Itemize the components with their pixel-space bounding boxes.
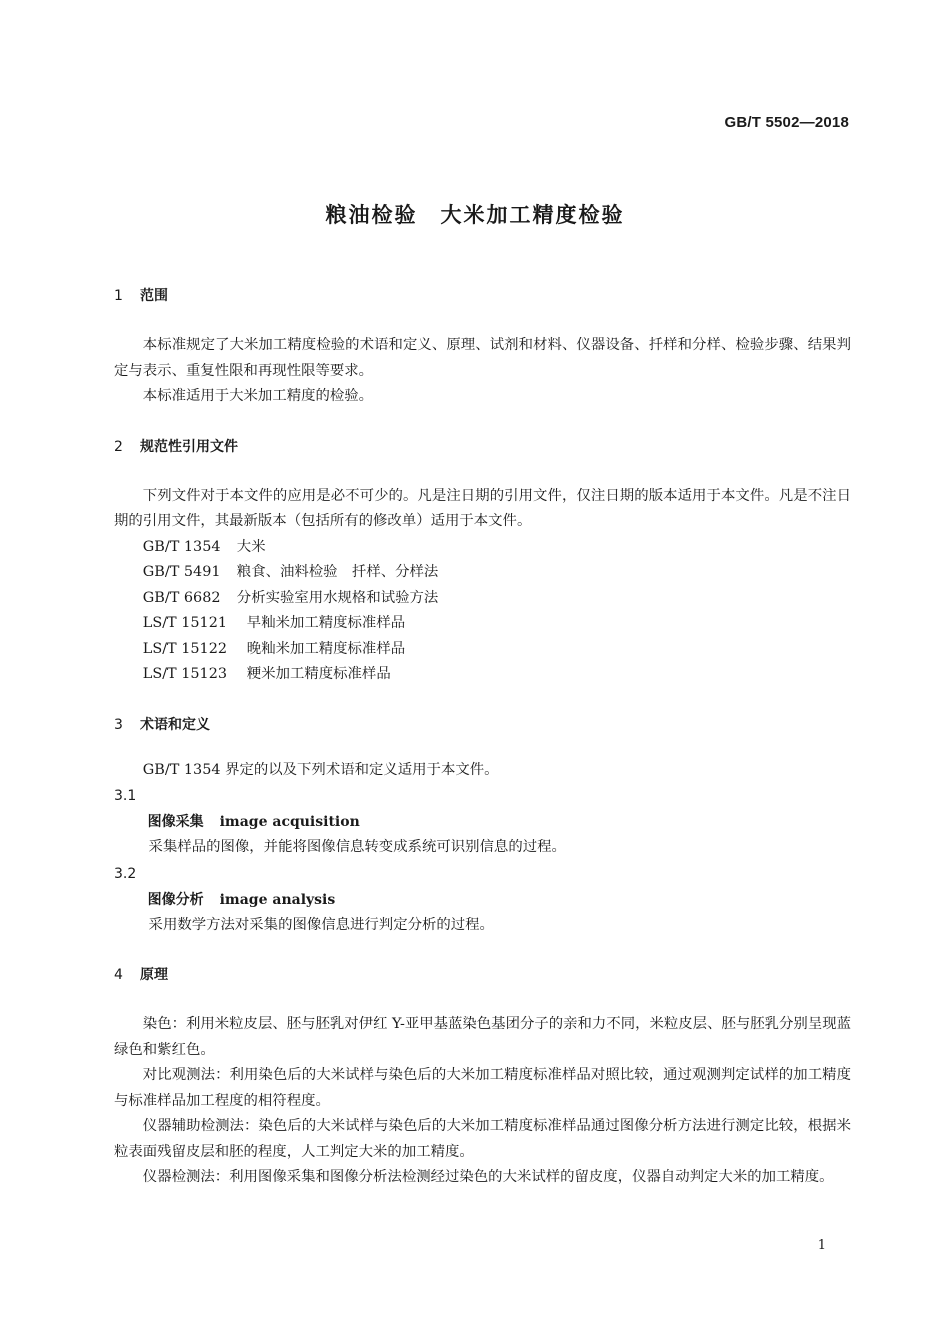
section-heading xyxy=(114,285,851,307)
reference-code: GB/T 5491 xyxy=(142,564,221,580)
term-english: image analysis xyxy=(219,891,336,908)
section-number: 3 xyxy=(114,716,123,733)
clause-number: 3.1 xyxy=(114,788,137,804)
term-definition: 采用数学方法对采集的图像信息进行判定分析的过程。 xyxy=(148,916,494,933)
term-entry xyxy=(114,887,851,913)
reference-item xyxy=(114,611,851,637)
section-body xyxy=(114,1012,851,1191)
section-body xyxy=(114,333,851,410)
paragraph: 本标准适用于大米加工精度的检验。 xyxy=(142,388,374,404)
reference-item xyxy=(114,586,851,612)
term-entry xyxy=(114,809,851,835)
section-normative-references xyxy=(114,436,851,688)
section-number: 1 xyxy=(114,288,123,304)
reference-title: 晚籼米加工精度标准样品 xyxy=(246,640,406,657)
reference-title: 粮食、油料检验 扦样、分样法 xyxy=(236,564,439,580)
term-english: image acquisition xyxy=(219,814,360,830)
section-heading xyxy=(114,714,851,736)
section-heading xyxy=(114,436,851,458)
section-principle xyxy=(114,964,851,1191)
section-title: 术语和定义 xyxy=(140,716,210,733)
section-title: 原理 xyxy=(140,967,168,983)
reference-item xyxy=(114,535,851,561)
term-definition: 采集样品的图像，并能将图像信息转变成系统可识别信息的过程。 xyxy=(148,839,566,855)
paragraph: GB/T 1354 界定的以及下列术语和定义适用于本文件。 xyxy=(142,761,499,778)
paragraph: 本标准规定了大米加工精度检验的术语和定义、原理、试剂和材料、仪器设备、扦样和分样、检验步骤、结果判定与表示、重复性限和再现性限等要求。 xyxy=(114,337,851,379)
reference-item xyxy=(114,662,851,688)
reference-title: 大米 xyxy=(236,538,266,555)
reference-code: LS/T 15123 xyxy=(142,666,228,682)
section-number: 2 xyxy=(114,438,123,455)
reference-item xyxy=(114,637,851,663)
reference-title: 分析实验室用水规格和试验方法 xyxy=(236,589,439,606)
paragraph: 仪器检测法：利用图像采集和图像分析法检测经过染色的大米试样的留皮度，仪器自动判定大米的加工精度。 xyxy=(142,1169,834,1185)
reference-title: 粳米加工精度标准样品 xyxy=(246,666,391,682)
section-terms-and-definitions xyxy=(114,714,851,939)
document-title: 粮油检验 大米加工精度检验 xyxy=(325,203,625,227)
page-number: 1 xyxy=(817,1238,826,1253)
reference-item xyxy=(114,560,851,586)
reference-title: 早籼米加工精度标准样品 xyxy=(246,615,406,631)
reference-code: GB/T 1354 xyxy=(142,538,221,555)
paragraph: 对比观测法：利用染色后的大米试样与染色后的大米加工精度标准样品对照比较，通过观测判定试样的加工精度与标准样品加工程度的相符程度。 xyxy=(114,1067,851,1109)
term-chinese: 图像分析 xyxy=(147,891,204,908)
section-scope xyxy=(114,285,851,410)
clause-number: 3.2 xyxy=(114,865,137,882)
section-body xyxy=(114,758,851,939)
section-body xyxy=(114,484,851,688)
paragraph: 染色：利用米粒皮层、胚与胚乳对伊红 Y-亚甲基蓝染色基团分子的亲和力不同，米粒皮层、胚与胚乳分别呈现蓝绿色和紫红色。 xyxy=(114,1016,851,1058)
standard-code: GB/T 5502—2018 xyxy=(724,114,849,131)
reference-code: GB/T 6682 xyxy=(142,589,221,606)
paragraph: 下列文件对于本文件的应用是必不可少的。凡是注日期的引用文件，仅注日期的版本适用于本文件。凡是不注日期的引用文件，其最新版本（包括所有的修改单）适用于本文件。 xyxy=(114,487,851,529)
section-title: 范围 xyxy=(140,288,168,304)
section-heading xyxy=(114,964,851,986)
reference-code: LS/T 15122 xyxy=(142,640,228,657)
reference-code: LS/T 15121 xyxy=(142,615,228,631)
term-chinese: 图像采集 xyxy=(147,814,204,830)
paragraph: 仪器辅助检测法：染色后的大米试样与染色后的大米加工精度标准样品通过图像分析方法进行测定比较，根据米粒表面残留皮层和胚的程度，人工判定大米的加工精度。 xyxy=(114,1118,851,1160)
section-number: 4 xyxy=(114,967,123,983)
section-title: 规范性引用文件 xyxy=(140,438,238,455)
document-body xyxy=(114,285,851,1217)
